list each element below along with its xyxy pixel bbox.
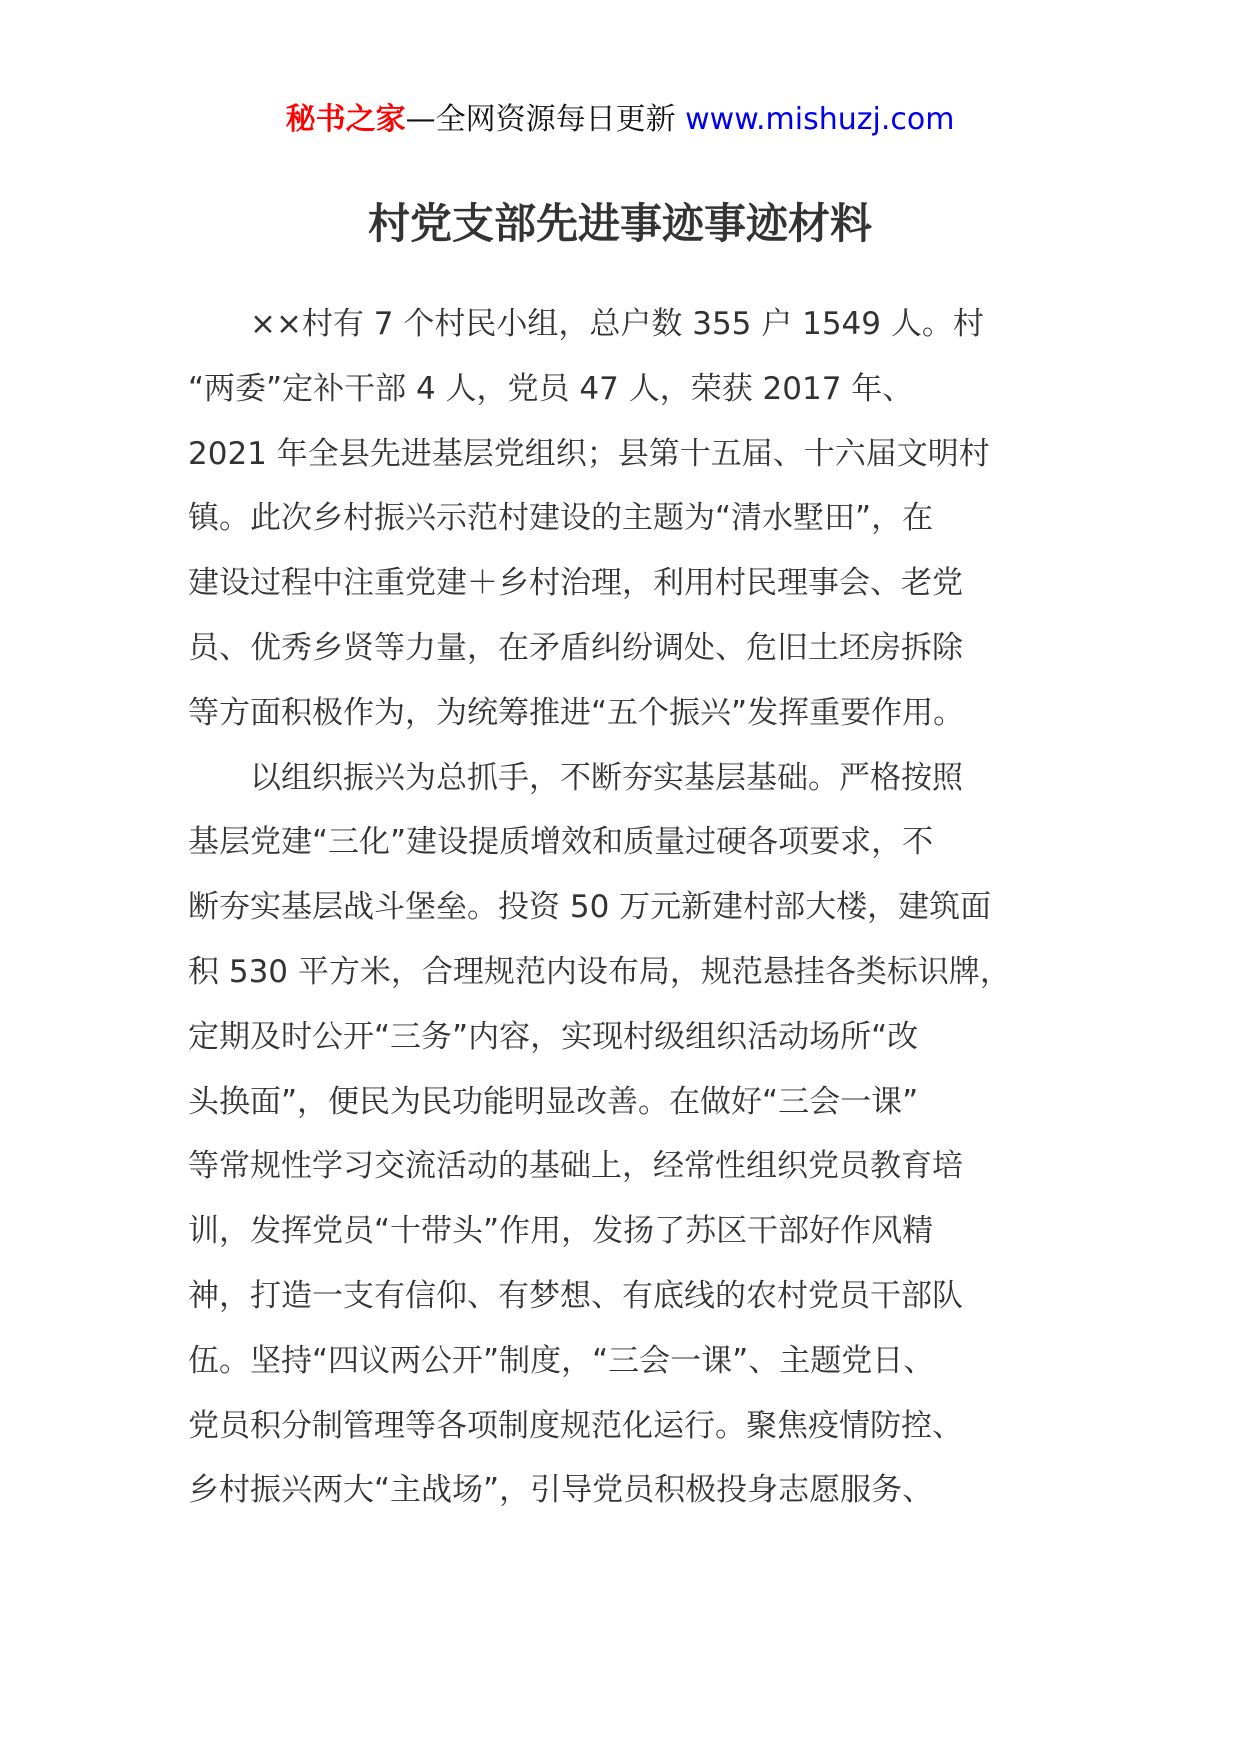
text-line: 建设过程中注重党建＋乡村治理，利用村民理事会、老党 xyxy=(188,565,963,602)
text-line: 镇。此次乡村振兴示范村建设的主题为“清水墅田”，在 xyxy=(188,500,934,537)
header-tagline: —全网资源每日更新 xyxy=(405,102,676,137)
text-line: 定期及时公开“三务”内容，实现村级组织活动场所“改 xyxy=(188,1018,919,1055)
paragraph-1 xyxy=(188,292,1068,746)
text-line: 基层党建“三化”建设提质增效和质量过硬各项要求，不 xyxy=(188,824,934,861)
text-line: 头换面”，便民为民功能明显改善。在做好“三会一课” xyxy=(188,1083,919,1120)
text-line: 等常规性学习交流活动的基础上，经常性组织党员教育培 xyxy=(188,1148,963,1185)
document-body xyxy=(188,292,1068,1523)
text-line: 神，打造一支有信仰、有梦想、有底线的农村党员干部队 xyxy=(188,1277,963,1314)
text-line: 2021 年全县先进基层党组织；县第十五届、十六届文明村 xyxy=(188,435,990,472)
text-line: 等方面积极作为，为统筹推进“五个振兴”发挥重要作用。 xyxy=(188,694,965,731)
text-line: 积 530 平方米，合理规范内设布局，规范悬挂各类标识牌， xyxy=(188,953,1011,990)
header-url-link[interactable]: www.mishuzj.com xyxy=(685,102,955,137)
text-line: ××村有 7 个村民小组，总户数 355 户 1549 人。村 xyxy=(250,306,984,342)
text-line: “两委”定补干部 4 人，党员 47 人，荣获 2017 年、 xyxy=(188,370,914,407)
text-line: 以组织振兴为总抓手，不断夯实基层基础。严格按照 xyxy=(250,759,963,796)
site-header xyxy=(0,100,1240,140)
paragraph-2 xyxy=(188,746,1068,1524)
text-line: 党员积分制管理等各项制度规范化运行。聚焦疫情防控、 xyxy=(188,1407,963,1444)
text-line: 训，发挥党员“十带头”作用，发扬了苏区干部好作风精 xyxy=(188,1213,934,1250)
header-brand: 秘书之家 xyxy=(285,102,406,137)
text-line: 员、优秀乡贤等力量，在矛盾纠纷调处、危旧土坯房拆除 xyxy=(188,629,963,666)
document-title: 村党支部先进事迹事迹材料 xyxy=(367,199,872,248)
text-line: 乡村振兴两大“主战场”，引导党员积极投身志愿服务、 xyxy=(188,1472,934,1509)
text-line: 断夯实基层战斗堡垒。投资 50 万元新建村部大楼，建筑面 xyxy=(188,889,992,926)
text-line: 伍。坚持“四议两公开”制度，“三会一课”、主题党日、 xyxy=(188,1342,935,1379)
